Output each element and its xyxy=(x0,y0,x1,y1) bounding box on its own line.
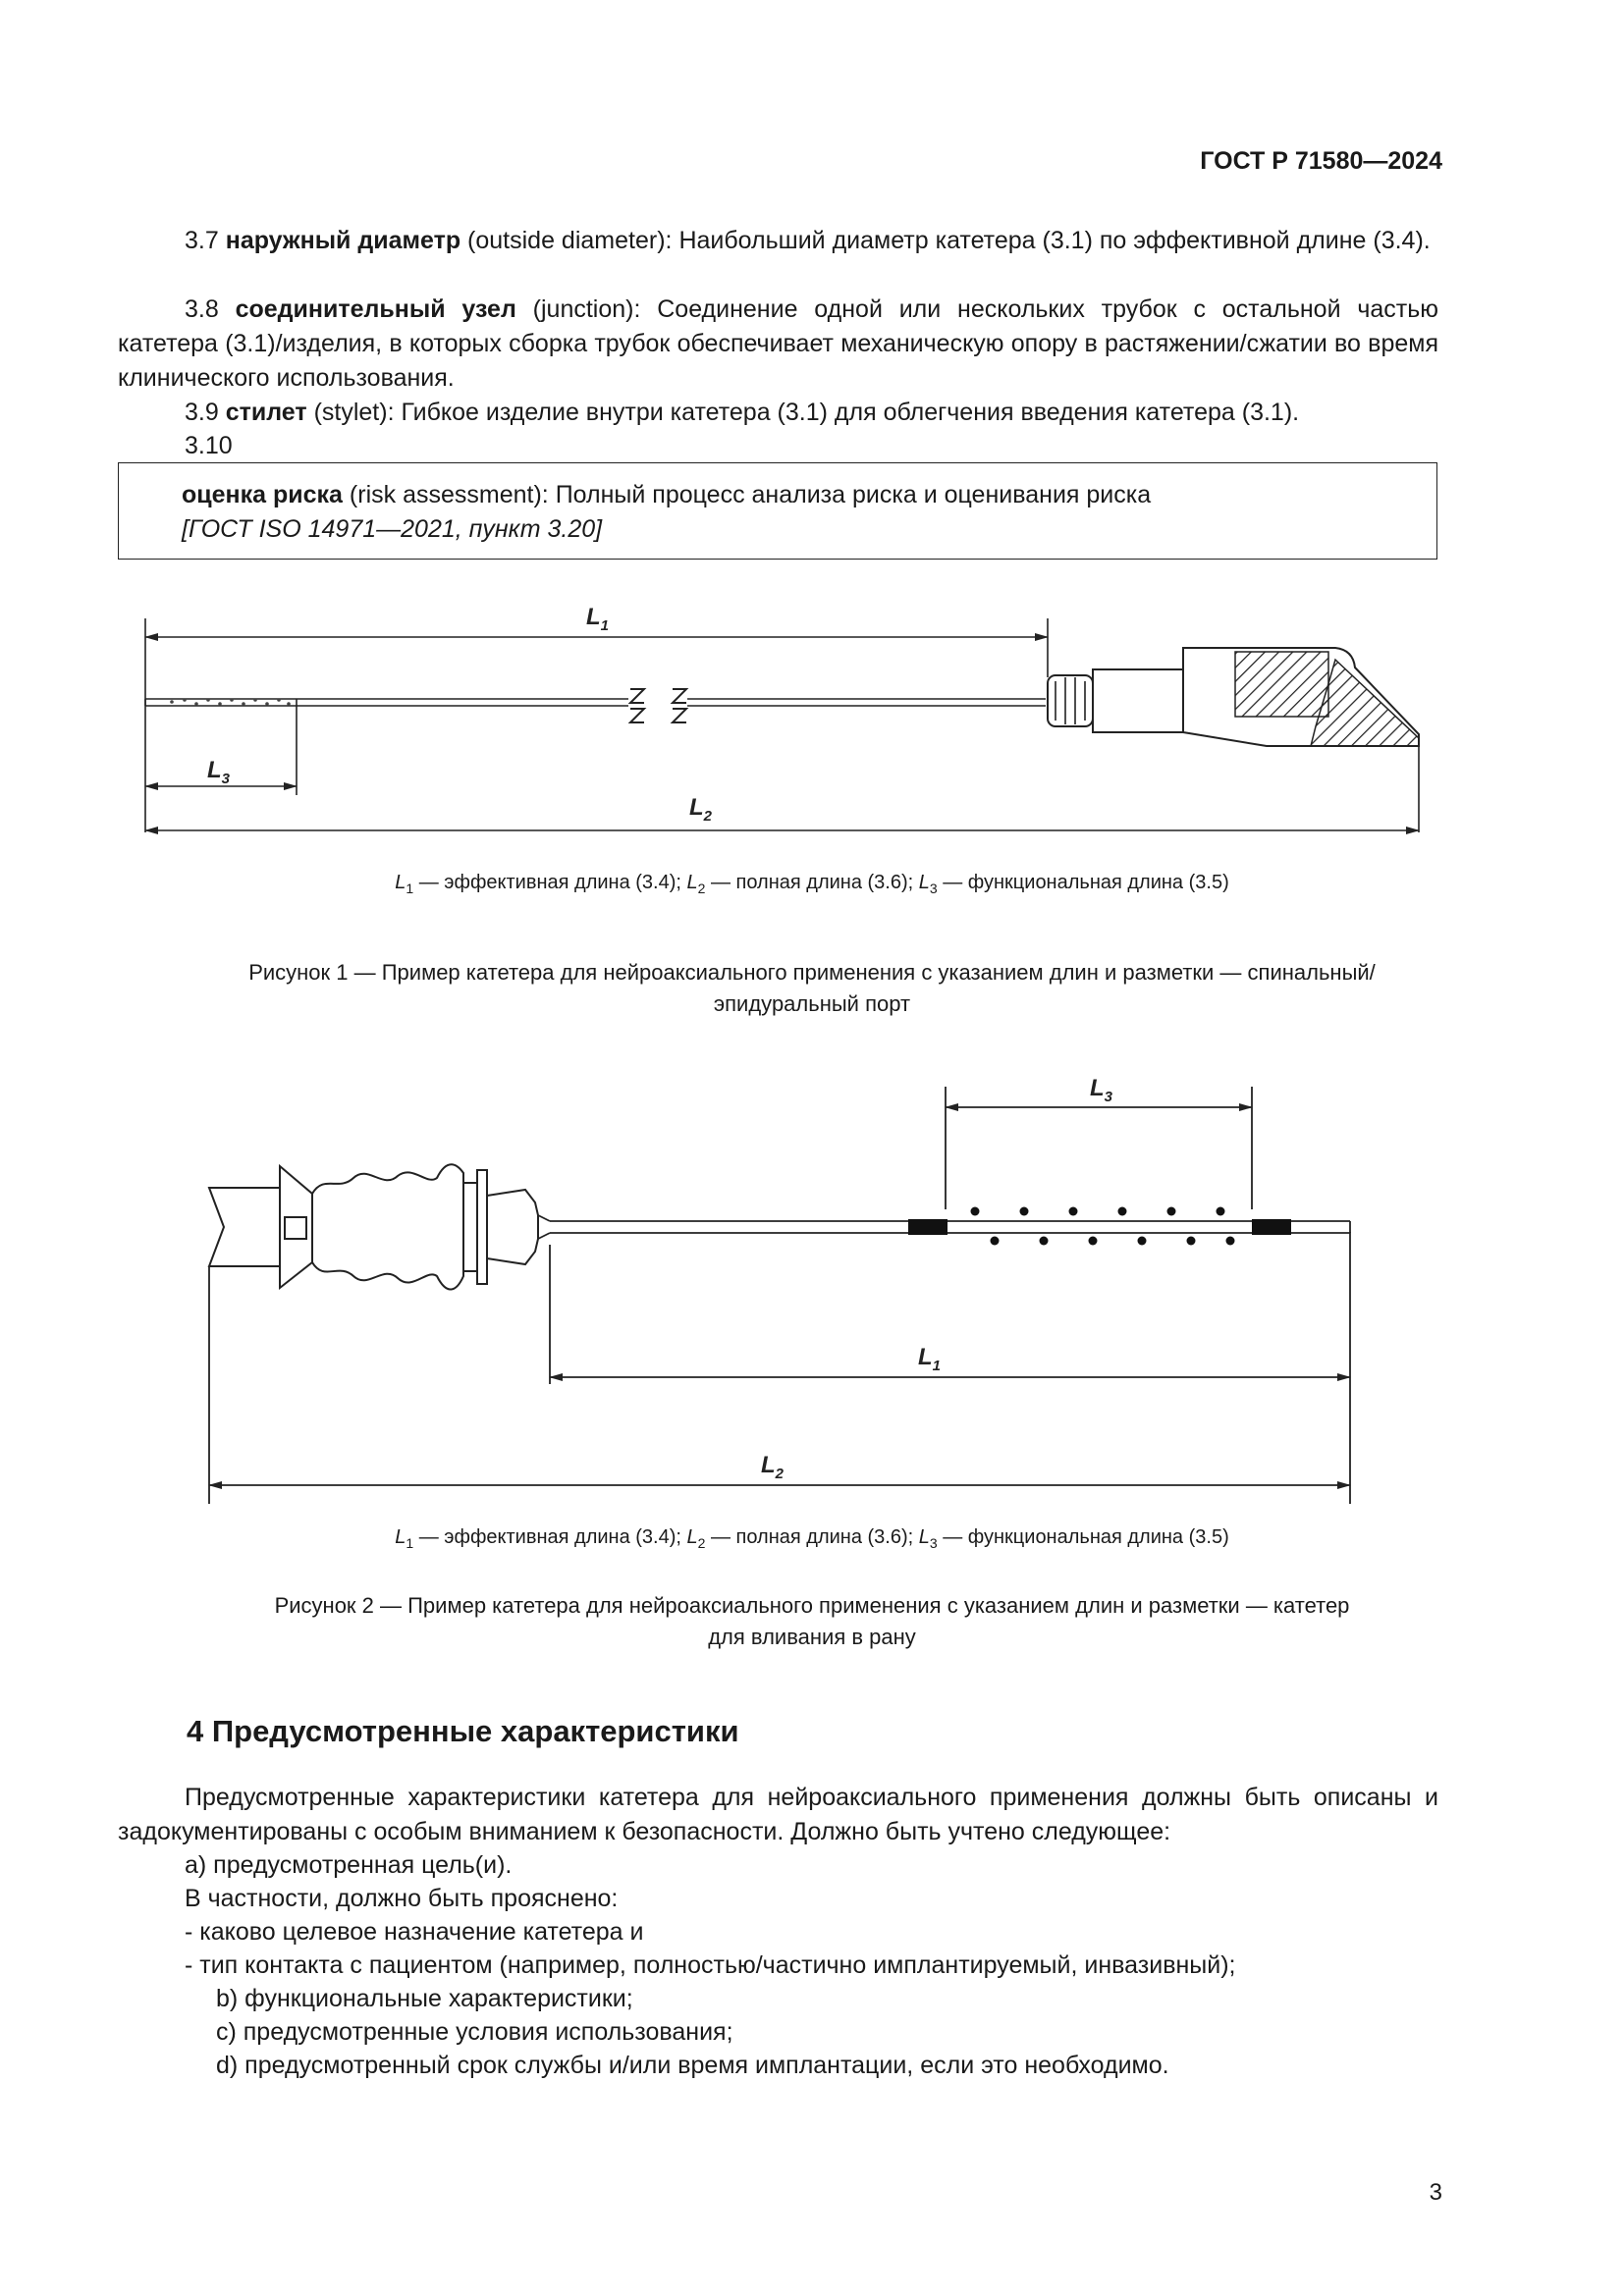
definition-term: соединительный узел xyxy=(235,295,516,323)
fig1-label-l3: L xyxy=(207,757,222,783)
definition-term: стилет xyxy=(225,399,307,426)
svg-text:L3: $L_3$ xyxy=(1090,1075,1113,1105)
fig1-label-l1: L xyxy=(586,604,601,630)
definition-number: 3.9 xyxy=(185,399,219,426)
definition-3-10-box xyxy=(118,462,1437,560)
list-item-d: d) предусмотренный срок службы и/или время имплантации, если это необходимо. xyxy=(216,2052,1169,2079)
definition-3-9 xyxy=(118,396,1438,430)
definition-term: оценка риска xyxy=(182,481,343,508)
fig1-label-l2: L xyxy=(689,794,704,821)
list-item-c: c) предусмотренные условия использования; xyxy=(216,2018,733,2046)
section-4-intro: Предусмотренные характеристики катетера для нейроаксиального применения должны быть описаны и задокументированы с особым вниманием к безопасности. Должно быть учтено следующее: xyxy=(118,1784,1438,1845)
figure-1-legend: $L_1$ — эффективная длина (3.4); $L_2$ — полная длина (3.6); $L_3$ — функциональная длина (3.5) xyxy=(395,872,1229,896)
figure-2-drawing xyxy=(0,1060,1624,1517)
fig2-label-l2: L xyxy=(761,1452,776,1478)
definition-number: 3.8 xyxy=(185,295,219,323)
definition-3-10-number: 3.10 xyxy=(185,432,233,459)
page-number: 3 xyxy=(1429,2179,1442,2206)
svg-text:L3: $L_3$ xyxy=(207,757,231,787)
definition-english: (junction): xyxy=(532,295,641,323)
definition-text: Гибкое изделие внутри катетера (3.1) для облегчения введения катетера (3.1). xyxy=(401,399,1300,426)
definition-english: (stylet): xyxy=(313,399,395,426)
document-number: ГОСТ Р 71580—2024 xyxy=(1200,147,1442,175)
definition-text: Наибольший диаметр катетера (3.1) по эффективной длине (3.4). xyxy=(678,227,1431,254)
fig2-label-l1: L xyxy=(918,1344,933,1370)
figure-1-caption: Рисунок 1 — Пример катетера для нейроаксиального применения с указанием длин и разметки — спинальный/ эпидуральный порт xyxy=(248,960,1376,1016)
svg-text:L2: $L_2$ xyxy=(761,1452,785,1482)
definition-text: Полный процесс анализа риска и оценивания риска xyxy=(555,481,1152,508)
figure-2-markings xyxy=(971,1207,1235,1246)
definition-source: [ГОСТ ISO 14971—2021, пункт 3.20] xyxy=(182,515,603,543)
svg-text:L1: $L_1$ xyxy=(918,1344,942,1374)
figure-2-legend: $L_1$ — эффективная длина (3.4); $L_2$ — полная длина (3.6); $L_3$ — функциональная длина (3.5) xyxy=(395,1526,1229,1551)
definition-english: (outside diameter): xyxy=(467,227,673,254)
figure-2-caption: Рисунок 2 — Пример катетера для нейроаксиального применения с указанием длин и разметки — катетер для вливания в рану xyxy=(274,1593,1350,1649)
definition-number: 3.7 xyxy=(185,227,219,254)
definition-term: наружный диаметр xyxy=(225,227,461,254)
figure-1-drawing xyxy=(0,589,1624,844)
definition-english: (risk assessment): xyxy=(349,481,549,508)
definition-3-10-line xyxy=(182,478,1151,512)
list-item-dash-2: - тип контакта с пациентом (например, полностью/частично имплантируемый, инвазивный); xyxy=(185,1951,1236,1979)
svg-text:L1: $L_1$ xyxy=(586,604,610,634)
definition-3-8 xyxy=(118,293,1438,396)
section-4-heading: 4 Предусмотренные характеристики xyxy=(187,1714,739,1748)
fig2-label-l3: L xyxy=(1090,1075,1105,1101)
list-item-b: b) функциональные характеристики; xyxy=(216,1985,633,2012)
definition-text: Соединение одной или нескольких трубок с остальной частью катетера (3.1)/изделия, в которых сборка трубок обеспечивает механическую опору в растяжении/сжатии во время клинического использования. xyxy=(118,295,1438,392)
svg-text:L2: $L_2$ xyxy=(689,794,713,825)
list-item-a: a) предусмотренная цель(и). xyxy=(185,1851,513,1879)
section-4-note: В частности, должно быть прояснено: xyxy=(185,1885,619,1912)
definition-3-7 xyxy=(118,224,1438,258)
list-item-dash-1: - каково целевое назначение катетера и xyxy=(185,1918,644,1946)
